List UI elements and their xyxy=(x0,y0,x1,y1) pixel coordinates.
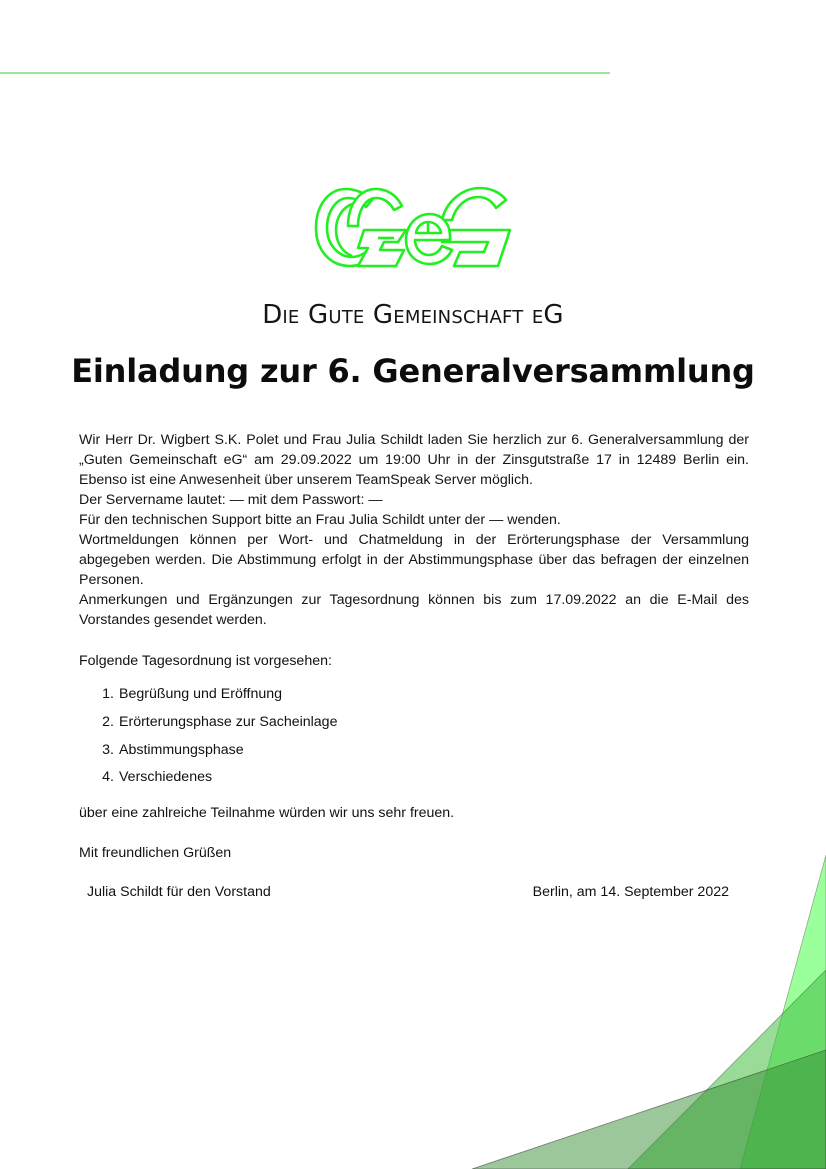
paragraph-invitation: Wir Herr Dr. Wigbert S.K. Polet und Frau Julia Schildt laden Sie herzlich zur 6. Generalversammlung der „Guten Gemeinschaft eG“ am 29.09.2022 um 19:00 Uhr in der Zinsgutstraße 17 in 12489 Berlin ein. Ebenso ist eine Anwesenheit über unserem TeamSpeak Server möglich. xyxy=(79,432,749,488)
page-title: Einladung zur 6. Generalversammlung xyxy=(71,352,755,390)
paragraph-server: Der Servername lautet: — mit dem Passwort: — xyxy=(79,492,383,508)
agenda-intro: Folgende Tagesordnung ist vorgesehen: xyxy=(79,653,332,669)
list-label: Erörterungsphase zur Sacheinlage xyxy=(119,713,338,730)
list-number: 1. xyxy=(102,686,114,702)
agenda-list xyxy=(79,684,337,795)
signature: Julia Schildt für den Vorstand xyxy=(87,884,271,900)
list-item xyxy=(79,712,337,740)
greeting: Mit freundlichen Grüßen xyxy=(79,845,232,861)
invitation-body xyxy=(79,430,749,630)
geg-logo-icon xyxy=(314,186,514,274)
list-item xyxy=(79,740,337,768)
paragraph-speaking: Wortmeldungen können per Wort- und Chatmeldung in der Erörterungsphase der Versammlung abgegeben werden. Die Abstimmung erfolgt in der Abstimmungsphase über das befragen der einzelnen Personen. xyxy=(79,532,749,588)
list-item xyxy=(79,767,337,795)
list-number: 2. xyxy=(102,713,114,730)
list-label: Verschiedenes xyxy=(119,769,213,786)
list-number: 4. xyxy=(102,769,114,786)
paragraph-support: Für den technischen Support bitte an Frau Julia Schildt unter der — wenden. xyxy=(79,512,561,528)
list-label: Begrüßung und Eröffnung xyxy=(119,686,283,702)
list-label: Abstimmungsphase xyxy=(119,741,244,758)
list-number: 3. xyxy=(102,741,114,758)
list-item xyxy=(79,684,337,712)
closing-sentence: über eine zahlreiche Teilnahme würden wir uns sehr freuen. xyxy=(79,805,455,821)
paragraph-agenda-notes: Anmerkungen und Ergänzungen zur Tagesordnung können bis zum 17.09.2022 an die E-Mail des Vorstandes gesendet werden. xyxy=(79,592,749,628)
place-date: Berlin, am 14. September 2022 xyxy=(532,884,729,900)
organization-name: Die Gute Gemeinschaft eG xyxy=(262,300,564,330)
header-rule xyxy=(0,72,610,74)
